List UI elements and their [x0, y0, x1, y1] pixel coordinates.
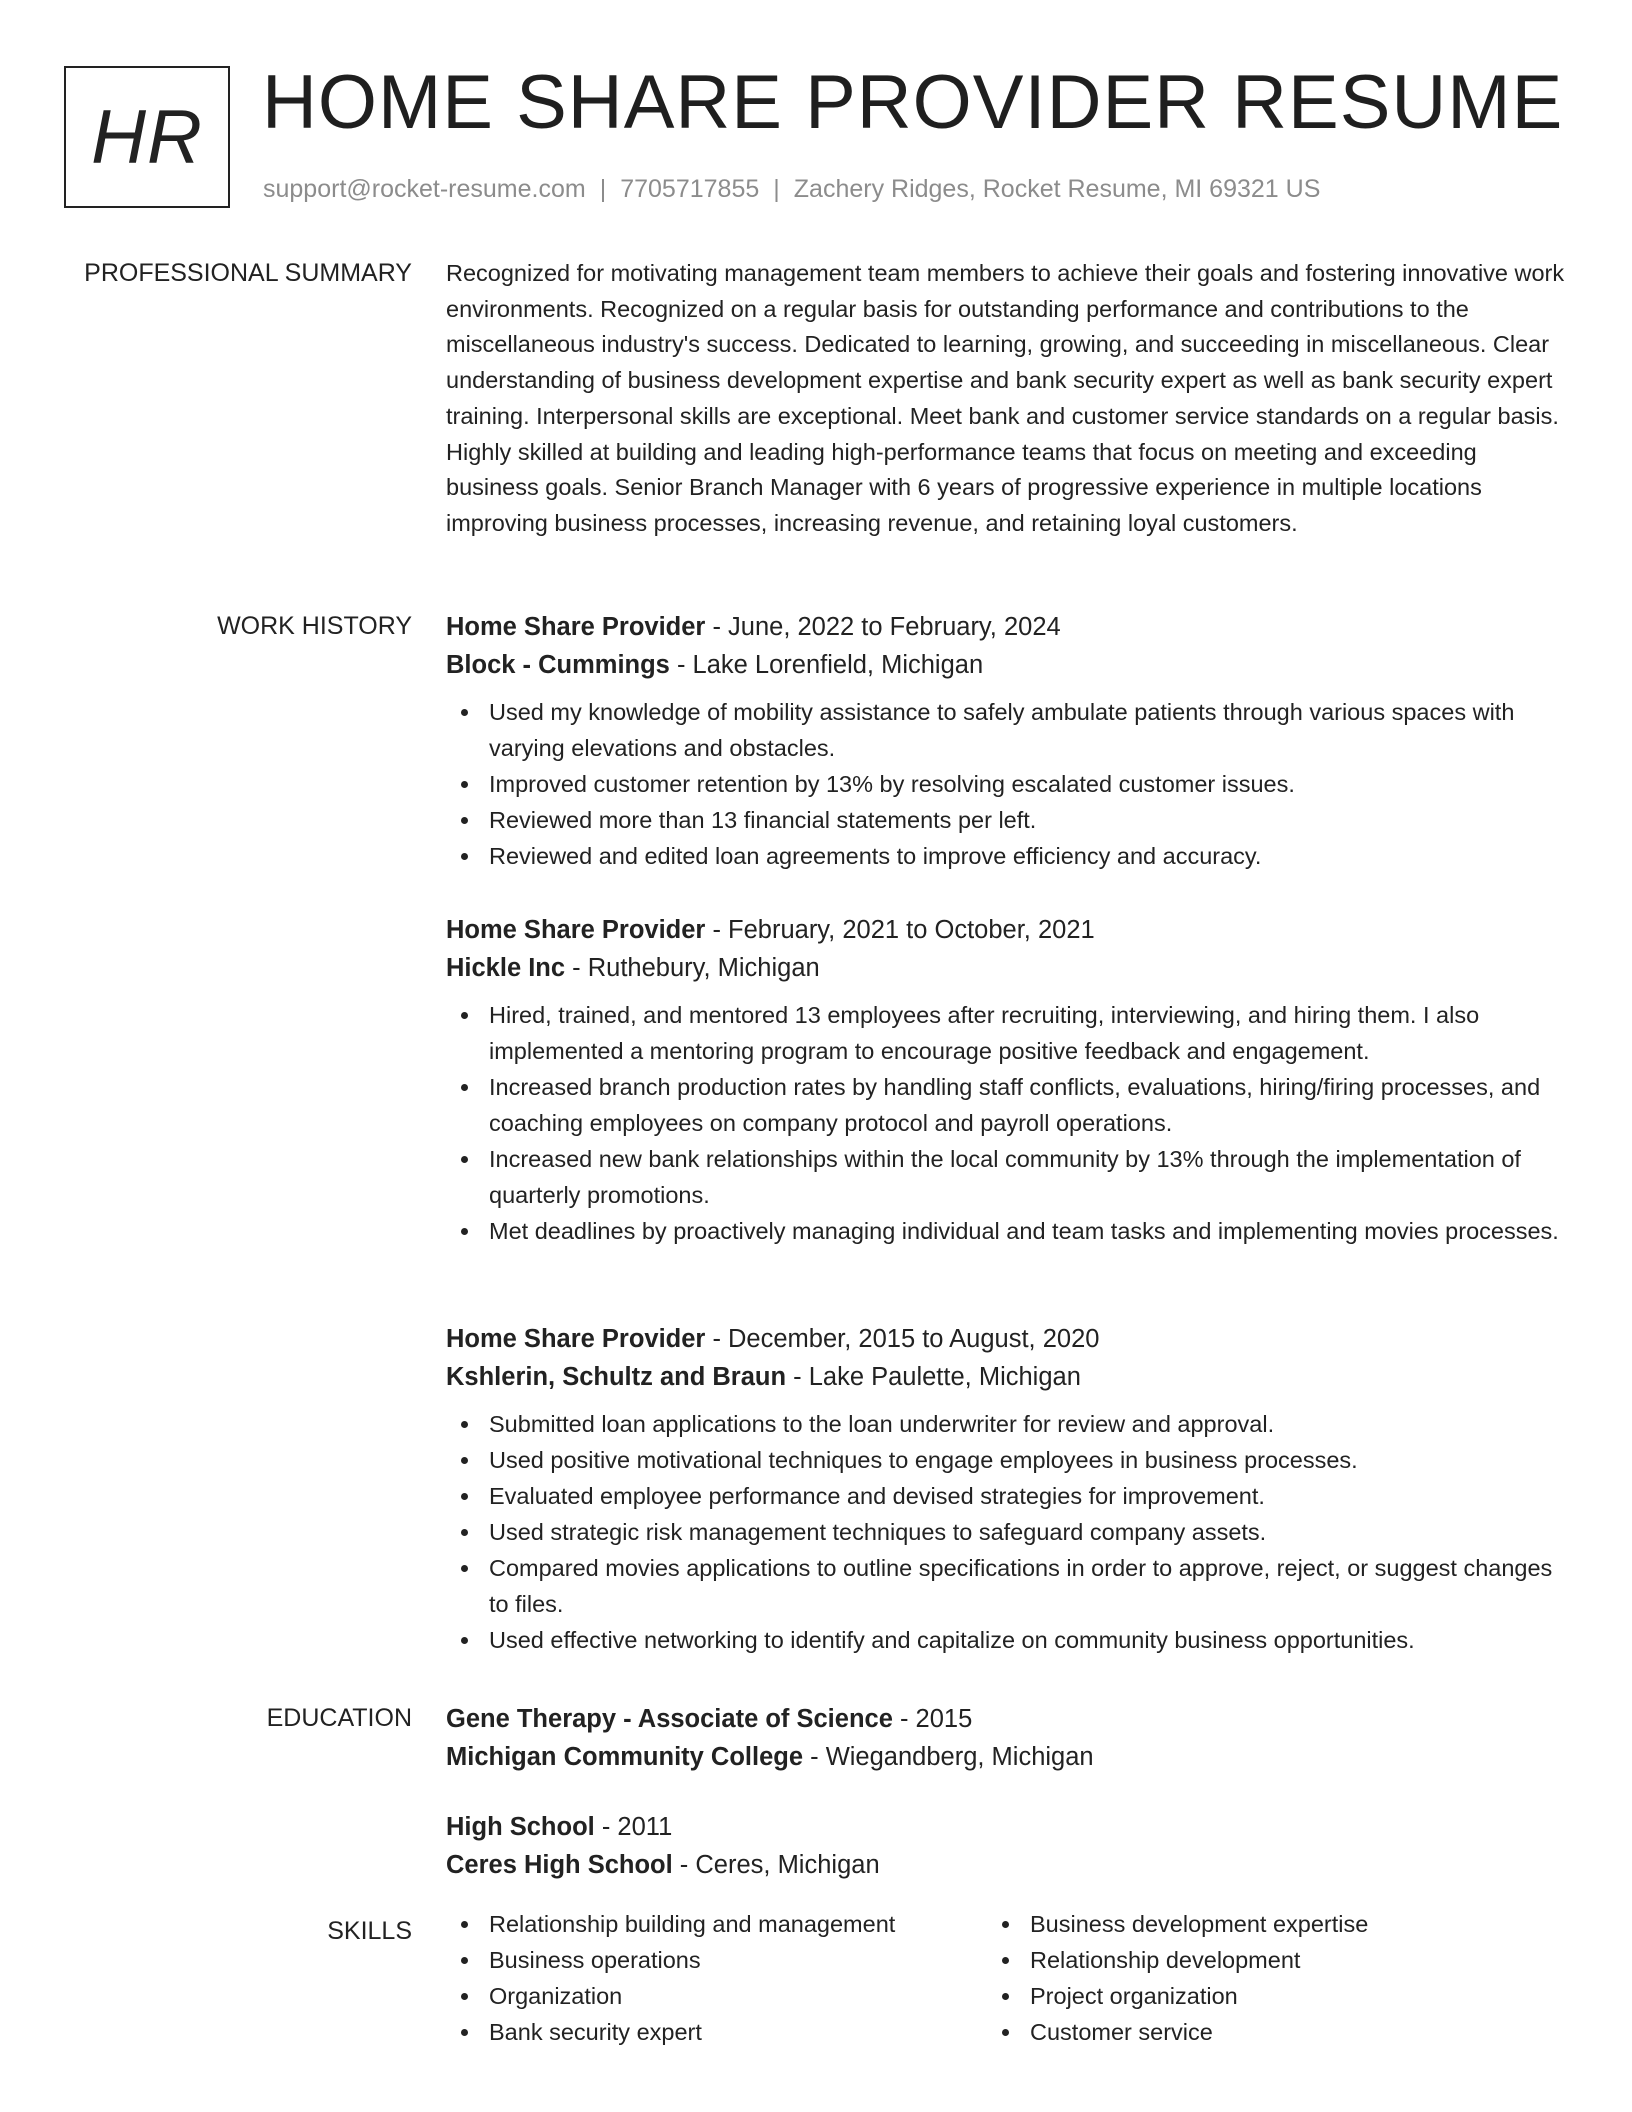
job-entry [446, 608, 1566, 874]
education-degree: Gene Therapy - Associate of Science [446, 1705, 893, 1733]
job-company: Hickle Inc [446, 954, 566, 982]
job-company-line [446, 949, 1566, 987]
job-bullet: Hired, trained, and mentored 13 employees after recruiting, interviewing, and hiring them. I also implemented a mentoring program to encourage positive feedback and engagement. [446, 997, 1566, 1069]
summary-heading: PROFESSIONAL SUMMARY [84, 259, 412, 287]
job-bullet: Used strategic risk management techniques to safeguard company assets. [446, 1514, 1566, 1550]
education-entry [446, 1808, 1566, 1884]
job-title: Home Share Provider [446, 1325, 706, 1353]
job-entry [446, 911, 1566, 1249]
work-history-heading: WORK HISTORY [217, 612, 412, 640]
job-title-line [446, 1320, 1566, 1358]
skill-item: Relationship building and management [446, 1906, 966, 1942]
job-bullet: Increased new bank relationships within the local community by 13% through the implementation of quarterly promotions. [446, 1141, 1566, 1213]
skill-item: Customer service [987, 2014, 1507, 2050]
job-title-line [446, 911, 1566, 949]
job-bullet: Used effective networking to identify and capitalize on community business opportunities. [446, 1622, 1566, 1658]
job-title: Home Share Provider [446, 916, 706, 944]
job-title: Home Share Provider [446, 613, 706, 641]
contact-separator: | [773, 175, 780, 203]
skill-item: Business development expertise [987, 1906, 1507, 1942]
skills-list-right [987, 1906, 1507, 2050]
job-location: - Ruthebury, Michigan [565, 954, 820, 982]
job-dates: - June, 2022 to February, 2024 [705, 613, 1061, 641]
education-year: - 2015 [892, 1705, 973, 1733]
job-bullet: Improved customer retention by 13% by resolving escalated customer issues. [446, 766, 1566, 802]
education-school: Ceres High School [446, 1851, 673, 1879]
job-bullet: Evaluated employee performance and devised strategies for improvement. [446, 1478, 1566, 1514]
monogram-logo: HR [64, 66, 230, 208]
job-title-line [446, 608, 1566, 646]
job-bullets [446, 1406, 1566, 1658]
education-school-line [446, 1738, 1566, 1776]
education-degree-line [446, 1808, 1566, 1846]
contact-address: Zachery Ridges, Rocket Resume, MI 69321 US [793, 175, 1321, 203]
job-dates: - December, 2015 to August, 2020 [705, 1325, 1100, 1353]
page-title: HOME SHARE PROVIDER RESUME [262, 60, 1564, 145]
skill-item: Organization [446, 1978, 966, 2014]
education-location: - Ceres, Michigan [672, 1851, 880, 1879]
education-degree: High School [446, 1813, 595, 1841]
education-school: Michigan Community College [446, 1743, 804, 1771]
education-location: - Wiegandberg, Michigan [803, 1743, 1094, 1771]
job-location: - Lake Lorenfield, Michigan [669, 651, 984, 679]
contact-phone: 7705717855 [620, 175, 760, 203]
job-bullet: Used my knowledge of mobility assistance to safely ambulate patients through various spaces with varying elevations and obstacles. [446, 694, 1566, 766]
job-bullets [446, 997, 1566, 1249]
job-bullets [446, 694, 1566, 874]
job-bullet: Compared movies applications to outline specifications in order to approve, reject, or suggest changes to files. [446, 1550, 1566, 1622]
contact-separator: | [599, 175, 607, 203]
education-degree-line [446, 1700, 1566, 1738]
job-company: Block - Cummings [446, 651, 670, 679]
job-bullet: Submitted loan applications to the loan underwriter for review and approval. [446, 1406, 1566, 1442]
skills-list-left [446, 1906, 966, 2050]
job-bullet: Met deadlines by proactively managing individual and team tasks and implementing movies processes. [446, 1213, 1566, 1249]
job-company: Kshlerin, Schultz and Braun [446, 1363, 787, 1391]
education-entry [446, 1700, 1566, 1776]
contact-line [263, 175, 1320, 204]
contact-email: support@rocket-resume.com [263, 175, 586, 203]
job-bullet: Reviewed and edited loan agreements to improve efficiency and accuracy. [446, 838, 1566, 874]
skill-item: Business operations [446, 1942, 966, 1978]
job-company-line [446, 1358, 1566, 1396]
education-school-line [446, 1846, 1566, 1884]
job-dates: - February, 2021 to October, 2021 [705, 916, 1095, 944]
job-bullet: Increased branch production rates by handling staff conflicts, evaluations, hiring/firing processes, and coaching employees on company protocol and payroll operations. [446, 1069, 1566, 1141]
skill-item: Project organization [987, 1978, 1507, 2014]
summary-text: Recognized for motivating management team members to achieve their goals and fostering innovative work environments. Recognized on a regular basis for outstanding performance and contributions to the miscellaneous industry's success. Dedicated to learning, growing, and succeeding in miscellaneous. Clear understanding of business development expertise and bank security expert as well as bank security expert training. Interpersonal skills are exceptional. Meet bank and customer service standards on a regular basis. Highly skilled at building and leading high-performance teams that focus on meeting and exceeding business goals. Senior Branch Manager with 6 years of progressive experience in multiple locations improving business processes, increasing revenue, and retaining loyal customers. [446, 260, 1565, 536]
skill-item: Bank security expert [446, 2014, 966, 2050]
job-company-line [446, 646, 1566, 684]
education-year: - 2011 [594, 1813, 673, 1841]
skill-item: Relationship development [987, 1942, 1507, 1978]
job-bullet: Used positive motivational techniques to engage employees in business processes. [446, 1442, 1566, 1478]
job-bullet: Reviewed more than 13 financial statements per left. [446, 802, 1566, 838]
skills-heading: SKILLS [327, 1917, 412, 1945]
job-entry [446, 1320, 1566, 1658]
education-heading: EDUCATION [266, 1704, 412, 1732]
job-location: - Lake Paulette, Michigan [786, 1363, 1081, 1391]
